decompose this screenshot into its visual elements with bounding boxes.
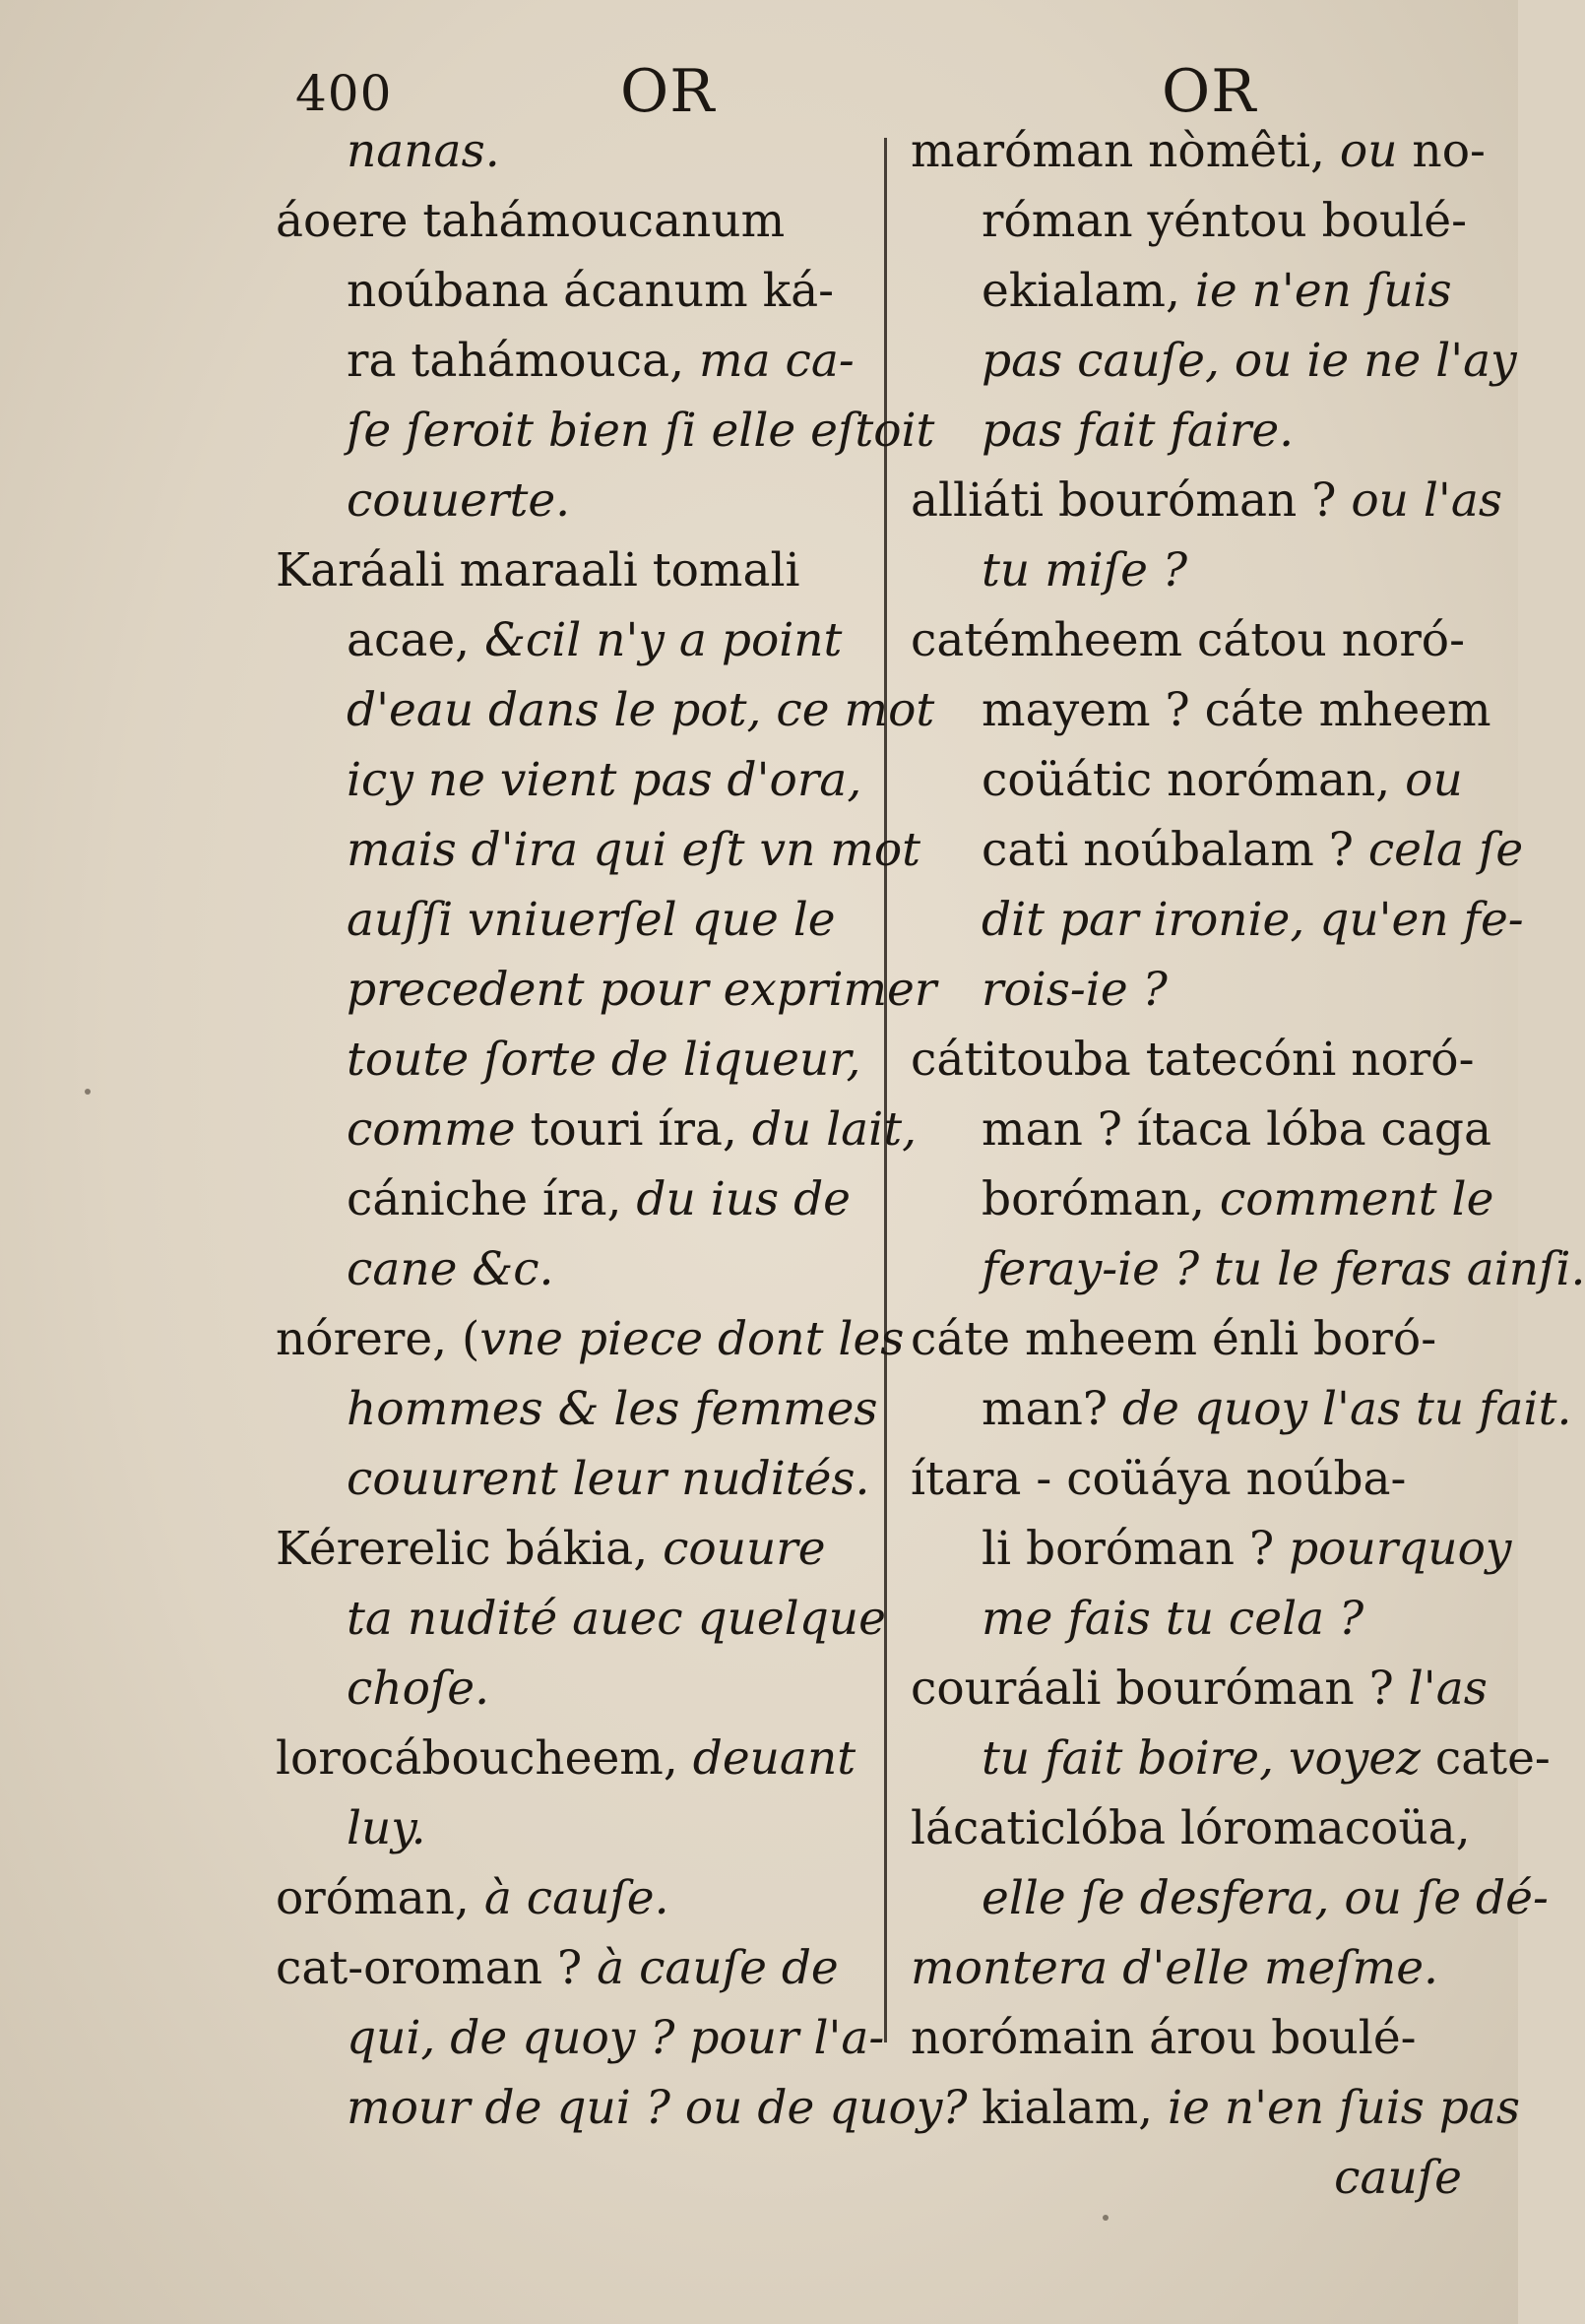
text-line: [276, 1095, 918, 1164]
text-line: [911, 1095, 1501, 1164]
french-text: mour de qui ? ou de quoy?: [347, 2081, 968, 2135]
text-line: [276, 1793, 866, 1863]
page-number: 400: [295, 65, 393, 122]
text-line: [911, 396, 1501, 466]
french-text: cela ſe: [1367, 823, 1524, 877]
french-text: ſe ſeroit bien ſi elle eſtoit: [347, 404, 935, 458]
french-text: ou l'as: [1351, 473, 1502, 528]
carib-text: catémheem cátou noró-: [911, 613, 1465, 667]
text-line: [276, 605, 866, 675]
text-line: [276, 1933, 866, 2003]
carib-text: mayem ? cáte mheem: [982, 683, 1491, 737]
carib-text: man ? ítaca lóba caga: [982, 1102, 1491, 1157]
text-line: [911, 1374, 1572, 1444]
carib-text: ra tahámouca,: [347, 334, 699, 388]
french-text: auſſi vniuerſel que le: [347, 893, 836, 947]
carib-text: boróman,: [982, 1172, 1220, 1226]
text-line: [911, 1654, 1501, 1724]
catchword: cauſe: [1334, 2151, 1462, 2205]
french-text: ou: [1339, 124, 1413, 178]
text-line: [276, 1584, 886, 1654]
text-line: [276, 2073, 968, 2143]
french-text: pas cauſe, ou ie ne l'ay: [982, 334, 1517, 388]
text-line: [276, 745, 866, 815]
french-text: tu fait boire, voyez: [982, 1731, 1435, 1786]
carib-text: man?: [982, 1382, 1122, 1436]
text-line: [911, 675, 1501, 745]
carib-text: noúbana ácanum ká-: [347, 264, 834, 318]
french-text: à cauſe de: [597, 1941, 839, 1995]
french-text: couurent leur nudités.: [347, 1452, 870, 1506]
french-text: precedent pour exprimer: [347, 963, 937, 1017]
french-text: &cil n'y a point: [484, 613, 843, 667]
text-line: [276, 955, 937, 1025]
text-line: [911, 1304, 1501, 1374]
text-line: [911, 955, 1501, 1025]
text-line: [276, 535, 866, 605]
french-text: ie n'en ſuis pas: [1168, 2081, 1521, 2135]
french-text: pourquoy: [1289, 1522, 1512, 1576]
french-text: l'as: [1408, 1662, 1488, 1716]
french-text: mais d'ira qui eſt vn mot: [347, 823, 921, 877]
text-line: [911, 466, 1501, 535]
text-line: [911, 326, 1517, 396]
text-line: [911, 1444, 1501, 1514]
text-line: [911, 1584, 1501, 1654]
carib-text: lácaticlóba lóromacoüa,: [911, 1801, 1471, 1855]
carib-text: acae,: [347, 613, 485, 667]
french-text: icy ne vient pas d'ora,: [347, 753, 862, 807]
carib-text: cat-oroman ?: [276, 1941, 598, 1995]
text-line: [911, 1793, 1501, 1863]
french-text: dit par ironie, qu'en fe-: [982, 893, 1524, 947]
text-line: [911, 256, 1501, 326]
french-text: comment le: [1219, 1172, 1494, 1226]
carib-text: kialam,: [982, 2081, 1169, 2135]
carib-text: cate-: [1434, 1731, 1551, 1786]
right-column: [911, 116, 1585, 2213]
carib-text: áoere tahámoucanum: [276, 194, 786, 248]
carib-text: róman yéntou boulé-: [982, 194, 1467, 248]
french-text: deuant: [692, 1731, 856, 1786]
carib-text: Kérerelic bákia,: [276, 1522, 664, 1576]
french-text: nanas.: [347, 124, 500, 178]
text-line: [276, 1374, 878, 1444]
text-line: [276, 1234, 866, 1304]
text-line: [911, 745, 1501, 815]
text-line: [276, 186, 866, 256]
ink-speck: [1103, 2215, 1109, 2221]
ink-speck: [85, 1089, 91, 1095]
french-text: elle ſe desfera, ou ſe dé-: [982, 1871, 1549, 1925]
text-line: [276, 466, 866, 535]
text-line: [911, 1863, 1549, 1933]
carib-text: li boróman ?: [982, 1522, 1290, 1576]
text-line: [911, 1164, 1501, 1234]
text-line: [911, 1724, 1551, 1793]
text-line: [911, 815, 1524, 885]
carib-text: oróman,: [276, 1871, 484, 1925]
french-text: rois-ie ?: [982, 963, 1168, 1017]
text-line: [911, 1234, 1585, 1304]
french-text: couure: [663, 1522, 826, 1576]
carib-text: Karáali maraali tomali: [276, 543, 800, 597]
text-line: [276, 1724, 866, 1793]
text-line: [276, 2003, 885, 2073]
french-text: ta nudité auec quelque: [347, 1592, 886, 1646]
carib-text: nórere, (: [276, 1312, 480, 1366]
carib-text: cáte mheem énli boró-: [911, 1312, 1437, 1366]
carib-text: lorocáboucheem,: [276, 1731, 693, 1786]
text-line: [911, 2073, 1521, 2143]
french-text: ie n'en ſuis: [1194, 264, 1452, 318]
text-line: [276, 1164, 866, 1234]
text-line: [276, 116, 866, 186]
text-line: [911, 116, 1501, 186]
carib-text: ítara - coüáya noúba-: [911, 1452, 1407, 1506]
french-text: luy.: [347, 1801, 426, 1855]
left-running-head: OR: [620, 57, 716, 126]
carib-text: no-: [1412, 124, 1486, 178]
french-text: du ius de: [636, 1172, 851, 1226]
french-text: de quoy l'as tu fait.: [1122, 1382, 1572, 1436]
text-line: [276, 815, 921, 885]
right-running-head: OR: [1162, 57, 1257, 126]
french-text: ou: [1405, 753, 1463, 807]
text-line: [911, 885, 1524, 955]
french-text: feray-ie ? tu le feras ainſi.: [982, 1242, 1585, 1296]
carib-text: couráali bouróman ?: [911, 1662, 1409, 1716]
french-text: couuerte.: [347, 473, 571, 528]
carib-text: maróman nòmêti,: [911, 124, 1340, 178]
text-line: [276, 675, 935, 745]
carib-text: cániche íra,: [347, 1172, 637, 1226]
text-line: [276, 256, 866, 326]
text-line: [911, 1933, 1501, 2003]
text-line: [276, 1304, 905, 1374]
french-text: à cauſe.: [483, 1871, 669, 1925]
text-line: [911, 2003, 1501, 2073]
text-line: [911, 1025, 1501, 1095]
carib-text: ekialam,: [982, 264, 1195, 318]
text-line: [276, 1863, 866, 1933]
carib-text: cati noúbalam ?: [982, 823, 1368, 877]
french-text: cane &c.: [347, 1242, 554, 1296]
french-text: toute ſorte de liqueur,: [347, 1033, 861, 1087]
french-text: tu miſe ?: [982, 543, 1188, 597]
carib-text: alliáti bouróman ?: [911, 473, 1352, 528]
french-text: d'eau dans le pot, ce mot: [347, 683, 935, 737]
text-line: [911, 186, 1501, 256]
french-text: hommes & les femmes: [347, 1382, 878, 1436]
text-line: [276, 326, 866, 396]
french-text: ma ca-: [699, 334, 855, 388]
french-text: pas fait faire.: [982, 404, 1295, 458]
text-line: [276, 1654, 866, 1724]
text-line: [911, 605, 1501, 675]
french-text: montera d'elle meſme.: [911, 1941, 1439, 1995]
carib-text: touri íra,: [530, 1102, 752, 1157]
text-line: [276, 1025, 866, 1095]
left-column: [276, 116, 968, 2143]
french-text: choſe.: [347, 1662, 490, 1716]
carib-text: norómain árou boulé-: [911, 2011, 1417, 2065]
text-line: [276, 1444, 870, 1514]
french-text: me fais tu cela ?: [982, 1592, 1364, 1646]
french-text: qui, de quoy ? pour l'a-: [347, 2011, 885, 2065]
french-text: du lait,: [751, 1102, 918, 1157]
french-text: vne piece dont les: [479, 1312, 905, 1366]
text-line: [276, 396, 935, 466]
text-line: [276, 1514, 866, 1584]
french-text: comme: [347, 1102, 531, 1157]
text-line: [911, 1514, 1512, 1584]
text-line: [911, 535, 1501, 605]
carib-text: cátitouba tatecóni noró-: [911, 1033, 1475, 1087]
text-line: [276, 885, 866, 955]
carib-text: coüátic noróman,: [982, 753, 1406, 807]
